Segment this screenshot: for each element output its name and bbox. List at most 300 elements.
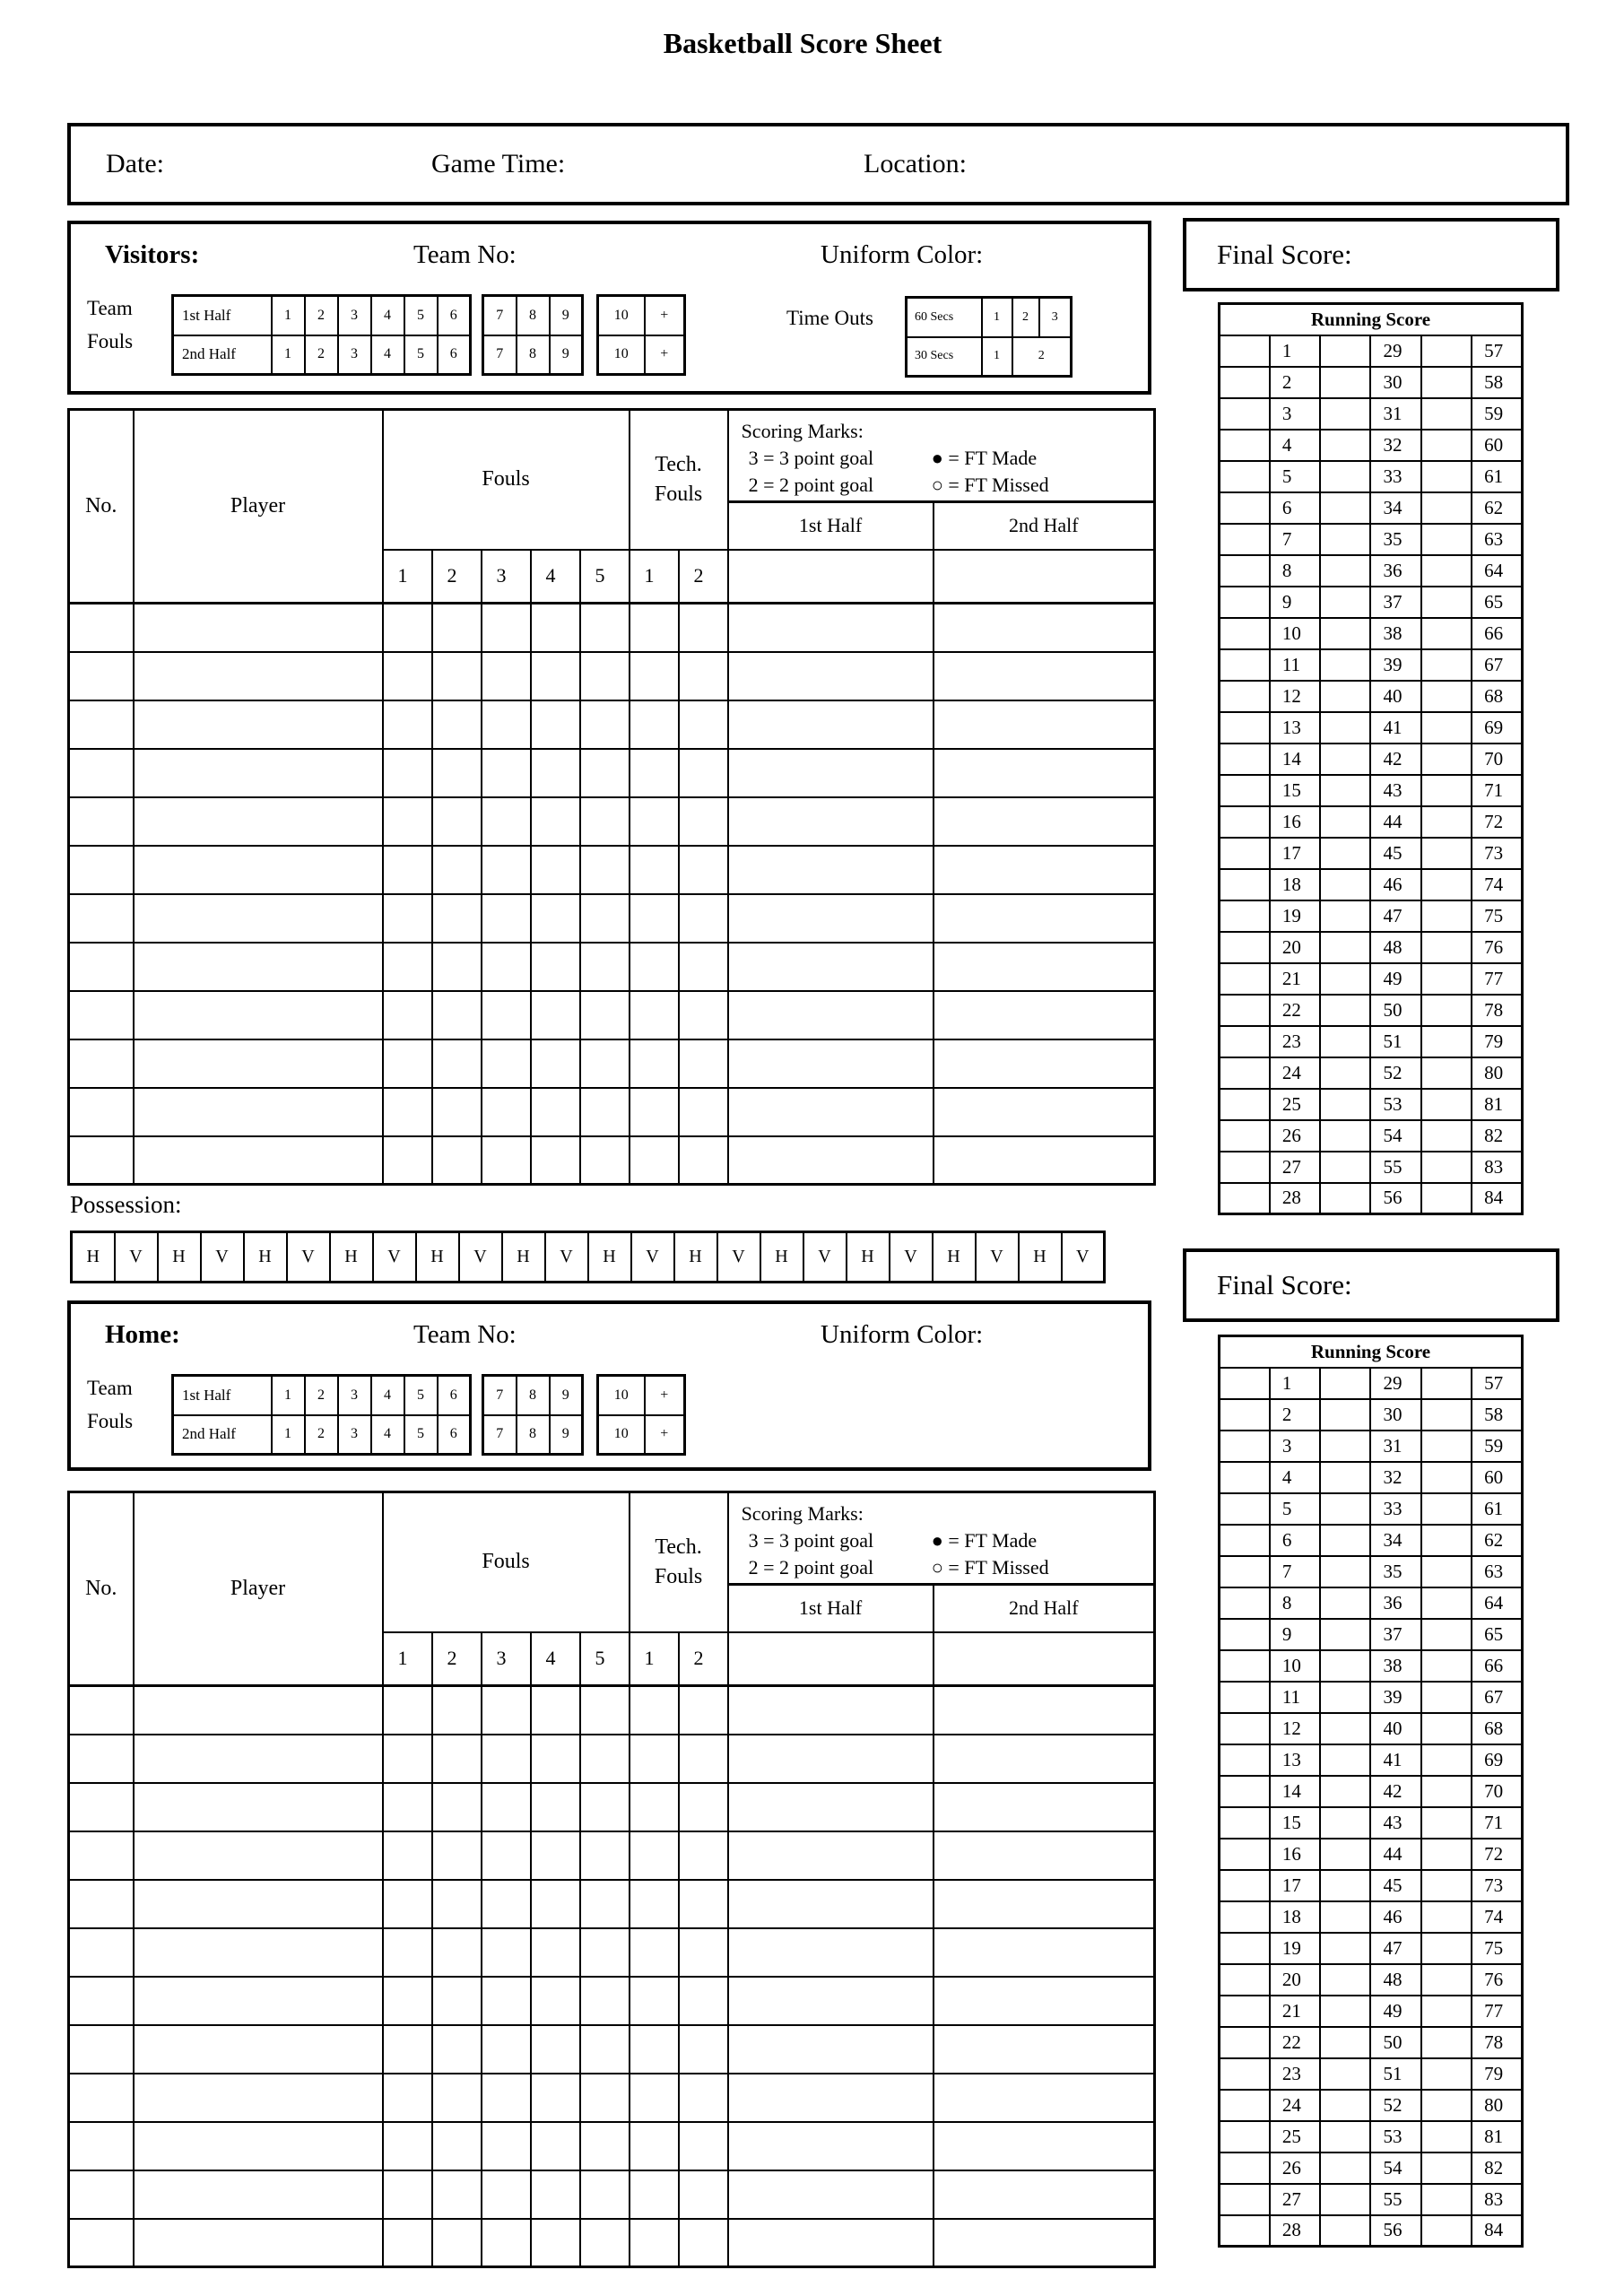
player-row-cell (630, 1039, 679, 1088)
running-score-number-cell: 16 (1270, 806, 1320, 838)
running-score-number-cell: 20 (1270, 1964, 1320, 1996)
team-foul-cell: 9 (550, 1376, 583, 1415)
player-row-cell (134, 604, 383, 652)
running-score-mark-cell (1320, 492, 1370, 524)
running-score-mark-cell (1220, 430, 1270, 461)
player-row-cell (580, 1735, 630, 1783)
running-score-mark-cell (1320, 869, 1370, 900)
visitors-final-score-box (1183, 218, 1559, 291)
player-row-cell (482, 1977, 531, 2025)
player-row-cell (432, 2219, 482, 2267)
player-row-cell (728, 1928, 934, 1977)
running-score-number-cell: 37 (1370, 1619, 1420, 1650)
player-row-cell (728, 749, 934, 797)
running-score-number-cell: 15 (1270, 775, 1320, 806)
player-row-cell (432, 943, 482, 991)
home-uniform-color-label: Uniform Color: (821, 1320, 984, 1349)
team-foul-cell: 5 (404, 1415, 438, 1455)
running-score-mark-cell (1421, 1120, 1472, 1152)
running-score-mark-cell (1220, 1682, 1270, 1713)
team-fouls-label-line: Team (87, 1377, 133, 1399)
running-score-mark-cell (1320, 963, 1370, 995)
player-row-cell (580, 700, 630, 749)
running-score-mark-cell (1320, 995, 1370, 1026)
running-score-number-cell: 14 (1270, 1776, 1320, 1807)
player-row-cell (69, 797, 134, 846)
player-row (69, 2122, 1155, 2170)
possession-cell: H (244, 1232, 287, 1283)
player-row-cell (134, 846, 383, 894)
running-score-mark-cell (1421, 398, 1472, 430)
running-score-mark-cell (1421, 335, 1472, 367)
running-score-number-cell: 51 (1370, 2058, 1420, 2090)
player-row-cell (679, 943, 728, 991)
running-score-mark-cell (1220, 1089, 1270, 1120)
running-score-mark-cell (1320, 2184, 1370, 2215)
time-outs-label: Time Outs (786, 307, 873, 329)
player-row-cell (69, 1880, 134, 1928)
player-row-cell (630, 2025, 679, 2074)
running-score-mark-cell (1320, 1996, 1370, 2027)
running-score-row (1220, 1839, 1523, 1870)
running-score-mark-cell (1421, 775, 1472, 806)
running-score-number-cell: 5 (1270, 1493, 1320, 1525)
running-score-number-cell: 77 (1472, 1996, 1522, 2027)
running-score-number-cell: 77 (1472, 963, 1522, 995)
player-row-cell (134, 1831, 383, 1880)
team-foul-cell: 6 (438, 335, 471, 375)
player-row-cell (531, 1039, 580, 1088)
running-score-mark-cell (1220, 744, 1270, 775)
team-foul-cell: 8 (517, 1415, 550, 1455)
player-column-header: Player (134, 410, 383, 604)
player-row-cell (134, 1039, 383, 1088)
player-row-cell (432, 797, 482, 846)
player-row-cell (432, 1928, 482, 1977)
running-score-number-cell: 53 (1370, 1089, 1420, 1120)
running-score-mark-cell (1320, 649, 1370, 681)
running-score-mark-cell (1320, 744, 1370, 775)
running-score-mark-cell (1421, 555, 1472, 587)
player-row-cell (69, 749, 134, 797)
player-row-cell (482, 797, 531, 846)
player-row-cell (134, 991, 383, 1039)
running-score-number-cell: 22 (1270, 2027, 1320, 2058)
running-score-mark-cell (1320, 1587, 1370, 1619)
running-score-mark-cell (1320, 2121, 1370, 2152)
player-row-cell (728, 2170, 934, 2219)
running-score-number-cell: 45 (1370, 1870, 1420, 1901)
player-row-cell (679, 1831, 728, 1880)
team-foul-cell: 7 (483, 1415, 517, 1455)
running-score-number-cell: 24 (1270, 2090, 1320, 2121)
running-score-row (1220, 1525, 1523, 1556)
running-score-mark-cell (1421, 524, 1472, 555)
running-score-mark-cell (1320, 1650, 1370, 1682)
second-half-blank-cell (934, 1632, 1155, 1686)
player-row-cell (383, 991, 432, 1039)
player-row-cell (580, 2219, 630, 2267)
player-row (69, 991, 1155, 1039)
player-row-cell (432, 749, 482, 797)
player-row-cell (383, 2025, 432, 2074)
running-score-number-cell: 52 (1370, 1057, 1420, 1089)
player-row-cell (580, 652, 630, 700)
player-row (69, 894, 1155, 943)
player-row (69, 1783, 1155, 1831)
running-score-number-cell: 34 (1370, 1525, 1420, 1556)
player-row-cell (531, 1136, 580, 1185)
time-out-cell: 2 (1012, 298, 1039, 337)
player-row-cell (432, 2170, 482, 2219)
running-score-mark-cell (1220, 2152, 1270, 2184)
running-score-mark-cell (1421, 1026, 1472, 1057)
running-score-mark-cell (1421, 932, 1472, 963)
player-row-cell (531, 1735, 580, 1783)
team-fouls-grid-1-6 (171, 1374, 472, 1456)
player-row-cell (934, 1831, 1155, 1880)
player-row-cell (383, 2170, 432, 2219)
running-score-row (1220, 1807, 1523, 1839)
player-row-cell (69, 2074, 134, 2122)
running-score-number-cell: 14 (1270, 744, 1320, 775)
player-row (69, 700, 1155, 749)
team-foul-cell: 5 (404, 335, 438, 375)
player-row-cell (134, 2122, 383, 2170)
team-foul-cell: 1 (272, 1415, 305, 1455)
visitors-heading: Visitors: (105, 240, 200, 269)
running-score-mark-cell (1421, 806, 1472, 838)
running-score-number-cell: 54 (1370, 1120, 1420, 1152)
visitors-team-no-label: Team No: (413, 240, 517, 269)
team-foul-cell: 10 (598, 1376, 645, 1415)
running-score-row (1220, 1933, 1523, 1964)
player-row (69, 1088, 1155, 1136)
player-row-cell (630, 1831, 679, 1880)
team-foul-cell: 6 (438, 1415, 471, 1455)
player-row-cell (69, 1735, 134, 1783)
running-score-mark-cell (1421, 869, 1472, 900)
player-row (69, 1977, 1155, 2025)
possession-cell: V (373, 1232, 416, 1283)
player-row-cell (580, 604, 630, 652)
running-score-number-cell: 59 (1472, 1431, 1522, 1462)
home-final-score-box (1183, 1248, 1559, 1322)
running-score-number-cell: 22 (1270, 995, 1320, 1026)
running-score-number-cell: 28 (1270, 1183, 1320, 1214)
running-score-mark-cell (1220, 1901, 1270, 1933)
running-score-number-cell: 19 (1270, 900, 1320, 932)
player-row-cell (482, 1880, 531, 1928)
running-score-number-cell: 1 (1270, 335, 1320, 367)
player-table-header-row (69, 1492, 1155, 1585)
player-row-cell (134, 2025, 383, 2074)
running-score-mark-cell (1320, 932, 1370, 963)
time-out-cell: 1 (982, 337, 1012, 377)
running-score-mark-cell (1220, 1431, 1270, 1462)
player-row (69, 604, 1155, 652)
running-score-row (1220, 1057, 1523, 1089)
running-score-mark-cell (1421, 1901, 1472, 1933)
visitors-uniform-color-label: Uniform Color: (821, 240, 984, 269)
running-score-number-cell: 47 (1370, 1933, 1420, 1964)
possession-cell: V (1062, 1232, 1105, 1283)
tech-fouls-column-header (630, 1492, 728, 1632)
player-row-cell (580, 2122, 630, 2170)
running-score-number-cell: 69 (1472, 1744, 1522, 1776)
player-row-cell (482, 1831, 531, 1880)
running-score-number-cell: 48 (1370, 1964, 1420, 1996)
running-score-mark-cell (1320, 461, 1370, 492)
team-fouls-half-label: 2nd Half (173, 1415, 272, 1455)
player-row-cell (383, 846, 432, 894)
running-score-mark-cell (1421, 1619, 1472, 1650)
player-row-cell (69, 991, 134, 1039)
running-score-mark-cell (1421, 649, 1472, 681)
player-row (69, 1735, 1155, 1783)
player-row-cell (580, 1136, 630, 1185)
running-score-number-cell: 61 (1472, 1493, 1522, 1525)
player-row-cell (383, 1880, 432, 1928)
running-score-number-cell: 3 (1270, 398, 1320, 430)
player-row-cell (679, 1686, 728, 1735)
running-score-row (1220, 2215, 1523, 2247)
player-row-cell (728, 943, 934, 991)
running-score-number-cell: 8 (1270, 1587, 1320, 1619)
running-score-row (1220, 963, 1523, 995)
running-score-mark-cell (1320, 2027, 1370, 2058)
running-score-mark-cell (1220, 1744, 1270, 1776)
running-score-mark-cell (1421, 1776, 1472, 1807)
possession-cell: H (1019, 1232, 1062, 1283)
player-row-cell (383, 2074, 432, 2122)
running-score-number-cell: 42 (1370, 744, 1420, 775)
player-row (69, 749, 1155, 797)
running-score-row (1220, 2152, 1523, 2184)
player-row-cell (482, 1039, 531, 1088)
player-row-cell (630, 1928, 679, 1977)
player-row-cell (728, 700, 934, 749)
player-row-cell (531, 894, 580, 943)
home-section (67, 1300, 1151, 1471)
player-row-cell (383, 943, 432, 991)
home-team-no-label: Team No: (413, 1320, 517, 1349)
running-score-number-cell: 31 (1370, 398, 1420, 430)
team-foul-cell: 1 (272, 335, 305, 375)
running-score-row (1220, 712, 1523, 744)
player-row-cell (482, 2122, 531, 2170)
running-score-row (1220, 932, 1523, 963)
player-row-cell (432, 1783, 482, 1831)
foul-number-cell: 3 (482, 550, 531, 604)
player-row-cell (432, 604, 482, 652)
team-foul-cell: 2 (305, 296, 338, 335)
player-row-cell (432, 1831, 482, 1880)
team-foul-cell: 3 (338, 296, 371, 335)
running-score-mark-cell (1320, 555, 1370, 587)
running-score-number-cell: 8 (1270, 555, 1320, 587)
running-score-number-cell: 63 (1472, 1556, 1522, 1587)
player-row-cell (383, 749, 432, 797)
running-score-mark-cell (1320, 2215, 1370, 2247)
possession-cell: V (459, 1232, 502, 1283)
running-score-mark-cell (1220, 681, 1270, 712)
running-score-row (1220, 649, 1523, 681)
possession-cell: H (674, 1232, 717, 1283)
running-score-title: Running Score (1220, 304, 1523, 335)
running-score-mark-cell (1220, 995, 1270, 1026)
running-score-row (1220, 2184, 1523, 2215)
player-row-cell (580, 749, 630, 797)
running-score-number-cell: 79 (1472, 1026, 1522, 1057)
possession-cell: V (545, 1232, 588, 1283)
running-score-mark-cell (1421, 461, 1472, 492)
player-row-cell (679, 1977, 728, 2025)
running-score-number-cell: 13 (1270, 1744, 1320, 1776)
player-row-cell (69, 1783, 134, 1831)
running-score-mark-cell (1320, 1682, 1370, 1713)
player-row-cell (69, 2170, 134, 2219)
running-score-mark-cell (1320, 398, 1370, 430)
player-row-cell (432, 1880, 482, 1928)
running-score-mark-cell (1220, 1525, 1270, 1556)
player-row-cell (934, 943, 1155, 991)
player-row-cell (383, 604, 432, 652)
player-row (69, 943, 1155, 991)
running-score-number-cell: 76 (1472, 1964, 1522, 1996)
running-score-number-cell: 68 (1472, 1713, 1522, 1744)
player-row-cell (134, 700, 383, 749)
player-row-cell (482, 652, 531, 700)
second-half-blank-cell (934, 550, 1155, 604)
first-half-blank-cell (728, 550, 934, 604)
player-row-cell (679, 1928, 728, 1977)
running-score-mark-cell (1421, 2121, 1472, 2152)
player-row-cell (580, 846, 630, 894)
player-row-cell (531, 1686, 580, 1735)
running-score-number-cell: 78 (1472, 995, 1522, 1026)
running-score-mark-cell (1220, 492, 1270, 524)
player-row (69, 797, 1155, 846)
visitors-running-score-table (1218, 302, 1524, 1215)
visitors-time-outs-grid (905, 296, 1073, 378)
running-score-mark-cell (1421, 1057, 1472, 1089)
running-score-number-cell: 75 (1472, 1933, 1522, 1964)
running-score-number-cell: 29 (1370, 335, 1420, 367)
player-row-cell (383, 652, 432, 700)
tech-foul-number-cell: 1 (630, 1632, 679, 1686)
player-row-cell (531, 846, 580, 894)
final-score-label: Final Score: (1217, 239, 1352, 270)
team-foul-cell: 10 (598, 335, 645, 375)
player-row-cell (383, 1831, 432, 1880)
first-half-blank-cell (728, 1632, 934, 1686)
time-outs-row (907, 337, 1072, 377)
running-score-mark-cell (1220, 775, 1270, 806)
running-score-number-cell: 75 (1472, 900, 1522, 932)
player-row-cell (531, 943, 580, 991)
tech-fouls-header-line: Tech. (655, 1535, 702, 1560)
running-score-mark-cell (1421, 2090, 1472, 2121)
game-info-bar (67, 123, 1569, 205)
player-row-cell (630, 894, 679, 943)
player-row-cell (630, 2170, 679, 2219)
running-score-mark-cell (1421, 681, 1472, 712)
running-score-mark-cell (1220, 869, 1270, 900)
player-row-cell (679, 797, 728, 846)
home-heading: Home: (105, 1320, 180, 1349)
player-row-cell (679, 749, 728, 797)
player-row-cell (630, 1136, 679, 1185)
player-row-cell (134, 943, 383, 991)
running-score-row (1220, 1776, 1523, 1807)
running-score-row (1220, 1650, 1523, 1682)
scoring-marks-title: Scoring Marks: (741, 420, 864, 442)
foul-number-cell: 1 (383, 550, 432, 604)
scoring-marks-ft-text: ● = FT Made (931, 1528, 1038, 1552)
time-out-cell: 1 (982, 298, 1012, 337)
player-row-cell (531, 604, 580, 652)
player-row-cell (531, 2122, 580, 2170)
running-score-row (1220, 2090, 1523, 2121)
team-fouls-grid-10-plus (596, 294, 686, 376)
page-title: Basketball Score Sheet (663, 27, 942, 59)
running-score-row (1220, 1183, 1523, 1214)
running-score-number-cell: 81 (1472, 1089, 1522, 1120)
running-score-number-cell: 79 (1472, 2058, 1522, 2090)
running-score-number-cell: 64 (1472, 555, 1522, 587)
running-score-row (1220, 492, 1523, 524)
running-score-mark-cell (1220, 618, 1270, 649)
running-score-row (1220, 398, 1523, 430)
player-row-cell (432, 2074, 482, 2122)
player-row-cell (383, 1783, 432, 1831)
running-score-number-cell: 10 (1270, 1650, 1320, 1682)
player-row-cell (934, 1783, 1155, 1831)
player-row-cell (134, 749, 383, 797)
running-score-mark-cell (1421, 1525, 1472, 1556)
player-row-cell (69, 1977, 134, 2025)
player-row-cell (679, 1735, 728, 1783)
foul-number-cell: 2 (432, 550, 482, 604)
player-row-cell (134, 797, 383, 846)
team-fouls-half-label: 2nd Half (173, 335, 272, 375)
running-score-number-cell: 73 (1472, 1870, 1522, 1901)
player-row-cell (728, 1136, 934, 1185)
running-score-number-cell: 5 (1270, 461, 1320, 492)
foul-number-cell: 2 (432, 1632, 482, 1686)
running-score-mark-cell (1220, 1587, 1270, 1619)
running-score-row (1220, 2027, 1523, 2058)
running-score-number-cell: 74 (1472, 1901, 1522, 1933)
possession-cell: H (330, 1232, 373, 1283)
player-row-cell (482, 1783, 531, 1831)
team-fouls-row (598, 335, 685, 375)
time-outs-duration-label: 30 Secs (907, 337, 982, 377)
possession-cell: V (115, 1232, 158, 1283)
second-half-header: 2nd Half (934, 1585, 1155, 1632)
running-score-mark-cell (1421, 963, 1472, 995)
running-score-number-cell: 40 (1370, 1713, 1420, 1744)
running-score-mark-cell (1320, 1713, 1370, 1744)
player-row-cell (134, 1783, 383, 1831)
running-score-number-cell: 17 (1270, 838, 1320, 869)
running-score-mark-cell (1320, 587, 1370, 618)
running-score-mark-cell (1421, 2058, 1472, 2090)
running-score-mark-cell (1421, 1933, 1472, 1964)
running-score-number-cell: 82 (1472, 2152, 1522, 2184)
running-score-mark-cell (1320, 367, 1370, 398)
